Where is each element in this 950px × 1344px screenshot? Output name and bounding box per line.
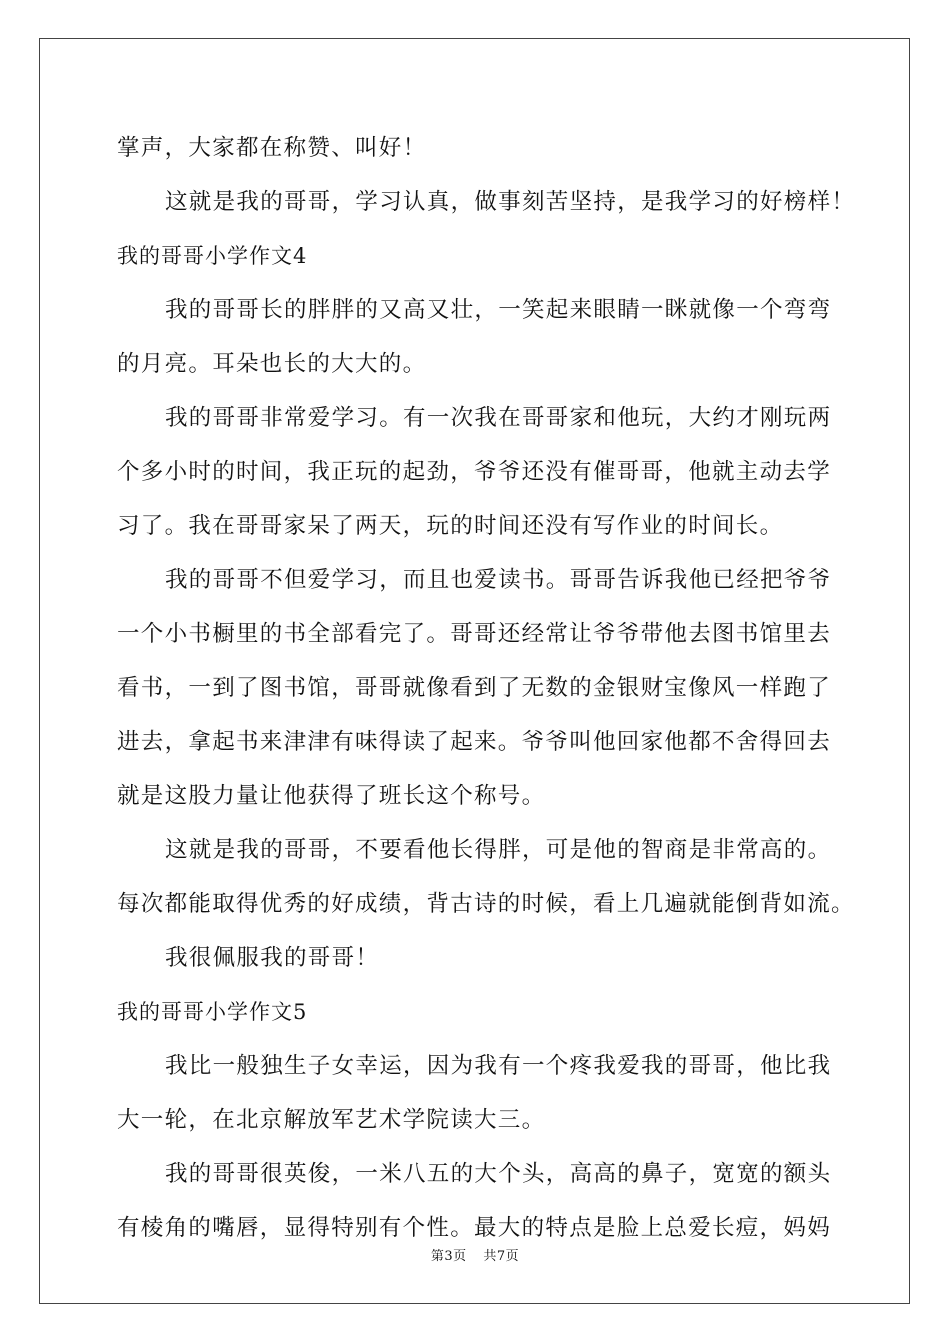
text-line: 我的哥哥不但爱学习，而且也爱读书。哥哥告诉我他已经把爷爷 <box>165 567 832 593</box>
page-footer <box>0 1245 950 1264</box>
text-line: 进去，拿起书来津津有味得读了起来。爷爷叫他回家他都不舍得回去 <box>117 729 832 755</box>
text-line: 一个小书橱里的书全部看完了。哥哥还经常让爷爷带他去图书馆里去 <box>117 621 832 647</box>
section-heading: 我的哥哥小学作文5 <box>117 1000 308 1024</box>
page-number: 第3页 <box>430 1249 467 1264</box>
text-line: 我的哥哥很英俊，一米八五的大个头，高高的鼻子，宽宽的额头 <box>165 1161 832 1187</box>
text-line: 我的哥哥非常爱学习。有一次我在哥哥家和他玩，大约才刚玩两 <box>165 405 832 431</box>
page-total: 共7页 <box>483 1249 520 1264</box>
text-line: 习了。我在哥哥家呆了两天，玩的时间还没有写作业的时间长。 <box>117 513 784 539</box>
text-line: 的月亮。耳朵也长的大大的。 <box>117 351 427 377</box>
text-line: 我很佩服我的哥哥！ <box>165 945 380 971</box>
text-line: 我比一般独生子女幸运，因为我有一个疼我爱我的哥哥，他比我 <box>165 1053 832 1079</box>
text-line: 有棱角的嘴唇，显得特别有个性。最大的特点是脸上总爱长痘，妈妈 <box>117 1215 832 1241</box>
text-line: 看书，一到了图书馆，哥哥就像看到了无数的金银财宝像风一样跑了 <box>117 675 832 701</box>
text-line: 这就是我的哥哥，不要看他长得胖，可是他的智商是非常高的。 <box>165 837 832 863</box>
text-line: 大一轮，在北京解放军艺术学院读大三。 <box>117 1107 546 1133</box>
text-line: 每次都能取得优秀的好成绩，背古诗的时候，看上几遍就能倒背如流。 <box>117 891 855 917</box>
section-heading: 我的哥哥小学作文4 <box>117 244 308 268</box>
text-line: 个多小时的时间，我正玩的起劲，爷爷还没有催哥哥，他就主动去学 <box>117 459 832 485</box>
text-line: 就是这股力量让他获得了班长这个称号。 <box>117 783 546 809</box>
text-line: 我的哥哥长的胖胖的又高又壮，一笑起来眼睛一眯就像一个弯弯 <box>165 297 832 323</box>
text-line: 掌声，大家都在称赞、叫好！ <box>117 135 427 161</box>
text-line: 这就是我的哥哥，学习认真，做事刻苦坚持，是我学习的好榜样！ <box>165 189 856 215</box>
document-body <box>117 126 856 1260</box>
